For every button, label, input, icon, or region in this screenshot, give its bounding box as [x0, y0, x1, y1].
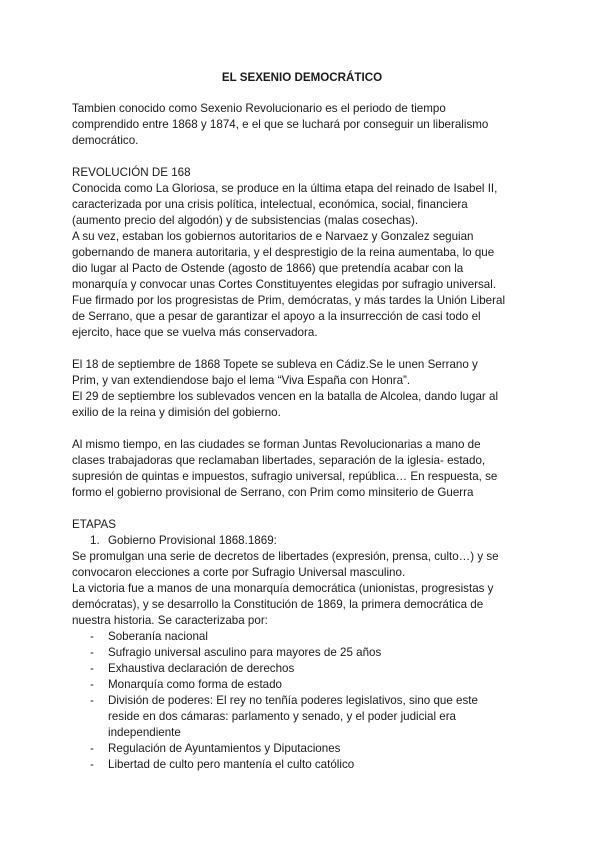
section-heading: REVOLUCIÓN DE 168 — [72, 166, 191, 179]
characteristics-list — [72, 629, 532, 773]
section-heading: ETAPAS — [72, 518, 117, 531]
list-item — [72, 693, 532, 741]
text-line: Prim, y van extendiendose bajo el lema “Viva España con Honra”. — [72, 374, 411, 387]
text-line: supresión de quintas e impuestos, sufragio universal, república… En respuesta, se — [72, 470, 498, 483]
text-line: clases trabajadoras que reclamaban libertades, separación de la iglesia- estado, — [72, 454, 486, 467]
text-line: La victoria fue a manos de una monarquía democrática (unionistas, progresistas y — [72, 582, 494, 595]
bullet-marker: - — [90, 694, 94, 707]
list-item — [72, 645, 532, 661]
document-title: EL SEXENIO DEMOCRÁTICO — [221, 71, 383, 84]
text-line: ejercito, hace que se vuelva más conservadora. — [72, 326, 318, 339]
list-item-text: independiente — [108, 726, 181, 739]
list-item-text: Exhaustiva declaración de derechos — [108, 662, 295, 675]
text-line: Tambien conocido como Sexenio Revolucionario es el periodo de tiempo — [72, 102, 446, 115]
text-line: monarquía y convocar unas Cortes Constituyentes elegidas por sufragio universal. — [72, 278, 497, 291]
text-line: comprendido entre 1868 y 1874, e el que se luchará por conseguir un liberalismo — [72, 118, 489, 131]
list-item — [72, 757, 532, 773]
text-line: dio lugar al Pacto de Ostende (agosto de 1866) que pretendía acabar con la — [72, 262, 464, 275]
text-line: convocaron elecciones a corte por Sufragio Universal masculino. — [72, 566, 406, 579]
list-item — [72, 661, 532, 677]
list-item-text: reside en dos cámaras: parlamento y senado, y el poder judicial era — [108, 710, 457, 723]
text-line: exilio de la reina y dimisión del gobierno. — [72, 406, 281, 419]
text-line: formo el gobierno provisional de Serrano, con Prim como minsiterio de Guerra — [72, 486, 474, 499]
bullet-marker: - — [90, 678, 94, 691]
revolucion-section — [72, 165, 532, 341]
list-item-text: Libertad de culto pero mantenía el culto católico — [108, 758, 355, 771]
bullet-marker: - — [90, 646, 94, 659]
text-line: Fue firmado por los progresistas de Prim, demócratas, y más tardes la Unión Liberal — [72, 294, 506, 307]
text-line: Se promulgan una serie de decretos de libertades (expresión, prensa, culto…) y se — [72, 550, 499, 563]
text-line: nuestra historia. Se caracterizaba por: — [72, 614, 268, 627]
item-text: Gobierno Provisional 1868.1869: — [108, 534, 277, 547]
list-item — [72, 741, 532, 757]
text-line: gobernando de manera autoritaria, y el desprestigio de la reina aumentaba, lo que — [72, 246, 495, 259]
document-page — [72, 70, 532, 773]
list-item — [72, 677, 532, 693]
juntas-paragraph — [72, 437, 532, 501]
etapas-section — [72, 517, 532, 773]
list-item-text: Monarquía como forma de estado — [108, 678, 283, 691]
bullet-marker: - — [90, 630, 94, 643]
text-line: Conocida como La Gloriosa, se produce en la última etapa del reinado de Isabel II, — [72, 182, 498, 195]
text-line: El 18 de septiembre de 1868 Topete se subleva en Cádiz.Se le unen Serrano y — [72, 358, 478, 371]
list-item-text: Soberanía nacional — [108, 630, 208, 643]
list-item-text: División de poderes: El rey no tenñía poderes legislativos, sino que este — [108, 694, 478, 707]
septiembre-paragraph — [72, 357, 532, 421]
text-line: (aumento precio del algodón) y de subsistencias (malas cosechas). — [72, 214, 419, 227]
item-number: 1. — [90, 534, 100, 547]
text-line: demócratas), y se desarrollo la Constitución de 1869, la primera democrática de — [72, 598, 484, 611]
text-line: Al mismo tiempo, en las ciudades se forman Juntas Revolucionarias a mano de — [72, 438, 481, 451]
text-line: A su vez, estaban los gobiernos autoritarios de e Narvaez y Gonzalez seguian — [72, 230, 474, 243]
text-line: caracterizada por una crisis política, intelectual, económica, social, financiera — [72, 198, 468, 211]
text-line: de Serrano, que a pesar de garantizar el apoyo a la insurrección de casi todo el — [72, 310, 481, 323]
bullet-marker: - — [90, 662, 94, 675]
list-item-text: Sufragio universal asculino para mayores de 25 años — [108, 646, 382, 659]
bullet-marker: - — [90, 742, 94, 755]
list-item-text: Regulación de Ayuntamientos y Diputaciones — [108, 742, 341, 755]
list-item — [72, 629, 532, 645]
numbered-item — [72, 533, 532, 549]
intro-paragraph — [72, 101, 532, 149]
bullet-marker: - — [90, 758, 94, 771]
text-line: El 29 de septiembre los sublevados vencen en la batalla de Alcolea, dando lugar al — [72, 390, 499, 403]
text-line: democrático. — [72, 134, 139, 147]
